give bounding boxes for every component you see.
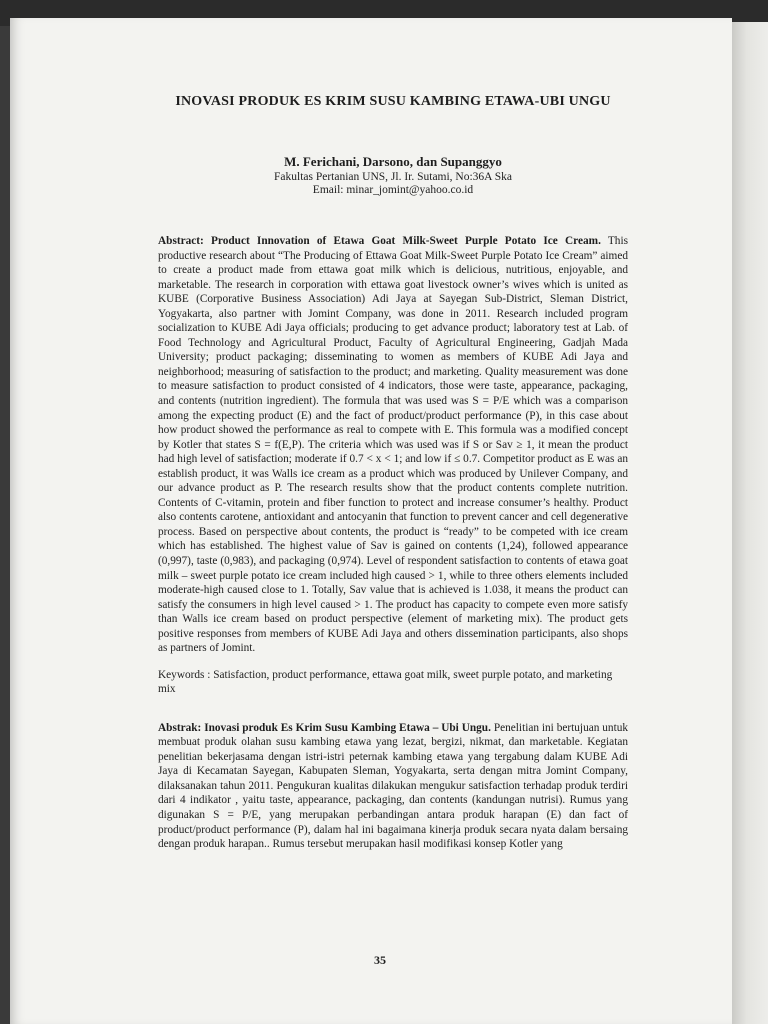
abstract-sentence: The criteria which was used was if S or Sav ≥ 1, it mean the product had high level of satisfaction; moderate if 0.7 < x < 1; and low if ≤ 0.7. [158,438,629,466]
abstract-sentence: Product also contents carotene, antioxidant and antocyanin that function to prevent cancer and cell degenerative process. [158,496,628,538]
abstract-sentence: Research included program socialization to KUBE Adi Jaya officials; producing to get advance product; laboratory test at Lab. of Food Technology and Agricultural Product, Faculty of Agricultural Engineering, Gadjah Mada University; product packaging; disseminating to women as members of KUBE Adi Jaya and neighborhood; measuring of satisfaction to the product; and marketing. [158,307,629,378]
abstract-sentence: The product has capacity to compete even more satisfy than Walls ice cream based on product perspective (element of marketing mix). [158,598,628,626]
abstract-english [158,234,628,656]
abstract-sentence: The highest value of Sav is gained on contents (1,24), followed appearance (0,997), taste (0,983), and packaging (0,974). [158,540,628,568]
abstrak-sentence: Rumus yang digunakan S = P/E, yang merupakan perbandingan antara produk harapan (E) dan fact of product/product performance (P), dalam hal ini bagaimana kinerja produk secara nyata dalam bersaing dengan produk harapan.. [158,794,628,851]
paper-authors: M. Ferichani, Darsono, dan Supanggyo [284,154,502,169]
abstract-sentence: The product gets positive responses from members of KUBE Adi Jaya and others dissemination participants, also shops as partners of Jomint. [158,613,628,655]
abstract-sentence: Totally, Sav value that is achieved is 1.038, it means the product can satisfy the consumers in high level caused > 1. [158,584,628,611]
abstract-sentence: Based on perspective about contents, the product is “ready” to be competed with ice cream which has established. [158,525,628,553]
abstract-indonesian [158,721,628,852]
scan-right-margin [732,22,768,1024]
abstrak-sentence: Rumus tersebut merupakan hasil modifikasi konsep Kotler yang [272,838,563,851]
abstract-sentence: Competitor product as E was an establish product, it was Walls ice cream as a product which was produced by Unilever Company, and our advance product as P. [158,453,629,495]
paper-content [158,94,628,852]
page-number: 35 [374,953,386,967]
abstract-sentence: The research in corporation with ettawa goat livestock owner’s wives which is united as KUBE (Corporative Business Association) Adi Jaya at Sayegan Sub-District, Sleman District, Yogyakarta, also partner with Jomint Company, was done in 2011. [158,278,628,320]
abstract-sentence: This productive research about “The Producing of Ettawa Goat Milk-Sweet Purple Potato Ice Cream” aimed to create a product made from ettawa goat milk which is delicious, nutritious, enjoyable, and marketable. [158,235,628,291]
abstrak-sentence: Penelitian ini bertujuan untuk membuat produk olahan susu kambing etawa yang lezat, bergizi, nikmat, dan marketable. [158,721,629,749]
abstract-sentence: Contents of C-vitamin, protein and fiber function to protect and increase consumer’s healthy. [158,496,590,509]
abstrak-sentence: Kegiatan penelitian bekerjasama dengan istri-istri peternak kambing etawa yang tergabung dalam KUBE Adi Jaya di Kecamatan Sayegan, Kabupaten Sleman, Yogyakarta, serta dengan mitra Jomint Company, dilaksanakan tahun 2011. [158,736,628,792]
paper-email: Email: minar_jomint@yahoo.co.id [312,184,474,196]
abstract-sentence: The formula that was used was S = P/E which was a comparison among the expecting product (E) and the fact of product/product performance (P), in this case about how product showed the performance as real to compete with E. [158,395,628,437]
abstract-label: Abstract: Product Innovation of Etawa Goat Milk-Sweet Purple Potato Ice Cream. [158,235,601,247]
abstract-sentence: Level of respondent satisfaction to contents of etawa goat milk – sweet purple potato ice cream included high caused > 1, while to three others elements included moderate-high caused close to 1. [158,555,629,597]
keywords: Keywords : Satisfaction, product performance, ettawa goat milk, sweet purple potato, and marketing mix [158,668,613,696]
abstract-sentence: The research results show that the product contents complete nutrition. [287,482,628,495]
abstrak-label: Abstrak: Inovasi produk Es Krim Susu Kambing Etawa – Ubi Ungu. [158,721,491,734]
abstrak-sentence: Pengukuran kualitas dilakukan mengukur satisfaction terhadap produk terdiri dari 4 indikator , yaitu taste, appearance, packaging, dan contents (kandungan nutrisi). [158,779,628,807]
paper-affiliation: Fakultas Pertanian UNS, Jl. Ir. Sutami, No:36A Ska [274,171,512,183]
abstract-sentence: This formula was a modified concept by Kotler that states S = f(E,P). [158,424,629,451]
abstract-sentence: Quality measurement was done to measure satisfaction to product consisted of 4 indicators, those were taste, appearance, packaging, and contents (nutrition ingredient). [158,365,628,408]
paper-title: INOVASI PRODUK ES KRIM SUSU KAMBING ETAWA-UBI UNGU [175,94,611,109]
